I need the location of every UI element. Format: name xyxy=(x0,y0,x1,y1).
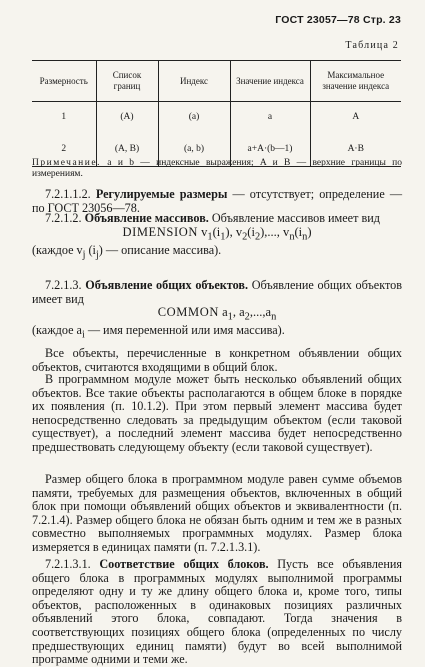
table-cell: 1 xyxy=(61,112,67,122)
table-cell: (A, B) xyxy=(96,132,158,167)
table-cell: 2 xyxy=(61,144,67,154)
table-label: Таблица 2 xyxy=(345,40,399,51)
table-cell: (A) xyxy=(96,102,158,133)
dimension-note: (каждое $v_j$ $(i_j)$ — описание массива). xyxy=(32,242,222,261)
table-cell: a+A·(b—1) xyxy=(230,132,310,167)
table-cell: A·B xyxy=(310,132,401,167)
column-header: Размерность xyxy=(39,75,88,86)
section-number: 7.2.1.3. xyxy=(45,278,82,292)
section-array-declaration xyxy=(32,212,402,262)
column-header: Максимальное значение индекса xyxy=(310,61,401,102)
section-title: Соответствие общих блоков. xyxy=(99,557,269,571)
table-cell: (a, b) xyxy=(158,132,230,167)
common-formula: COMMON $a_1$, $a_2,...,a_n$ xyxy=(157,305,277,323)
table-header-row xyxy=(32,61,401,102)
table-row xyxy=(32,102,401,133)
section-number: 7.2.1.1.2. xyxy=(45,187,91,201)
paragraph-program-module: В программном модуле может быть несколько объявлений общих объектов. Все такие объекты располагаются в общем блоке в порядке их появления (п. 10.1.2). При этом первый элемент массива будет непосредственно следовать за предыдущим объектом (если таковой существует), а последний элемент массива будет непосредственно предшествовать следующему объекту (если таковой существует). xyxy=(32,372,402,454)
section-text: Объявление общих объектов имеет вид xyxy=(32,278,402,306)
dimension-formula: DIMENSION $v_1(i_1)$, $v_2(i_2)$,..., $v_n(i_n)$ xyxy=(122,224,312,243)
paragraph-all-objects: Все объекты, перечисленные в конкретном объявлении общих объектов, считаются входящими в общий блок. xyxy=(32,346,402,374)
page-header: ГОСТ 23057—78 Стр. 23 xyxy=(275,14,401,26)
section-common-declaration xyxy=(32,279,402,342)
section-title: Объявление общих объектов. xyxy=(85,278,248,292)
common-note: (каждое $a_i$ — имя переменной или имя массива). xyxy=(32,323,285,341)
table-cell: a xyxy=(230,102,310,133)
paragraph-block-size: Размер общего блока в программном модуле равен сумме объемов памяти, требуемых для размещения объектов, включенных в общий блок при помощи объявлений общих объектов и эквивалентности (п. 7.2.1.4). Размер общего блока не обязан быть одним и тем же в разных совместно выполняемых программных модулях. Размер блока измеряется в единицах памяти (п. 7.2.1.3.1). xyxy=(32,472,402,554)
note-text: a и b — индексные выражения; A и B — верхние границы по измерениям. xyxy=(32,158,402,179)
column-header: Список границ xyxy=(96,61,158,102)
section-title: Объявление массивов. xyxy=(84,211,209,225)
index-table xyxy=(32,60,401,167)
column-header: Индекс xyxy=(158,61,230,102)
column-header: Значение индекса xyxy=(230,61,310,102)
section-common-block-correspondence xyxy=(32,558,402,667)
section-text: Объявление массивов имеет вид xyxy=(208,211,380,225)
section-text: Пусть все объявления общего блока в программных модулях выполнимой программы определяют одну и ту же длину общего блока и, кроме того, типы объектов, расположенных в одинаковых позициях различных объявлений этого блока, совпадают. Тогда значения в соответствующих позициях общего блока (определенных по числу предшествующих единиц памяти) будут во всей выполнимой программе одними и теми же. xyxy=(32,557,402,667)
note-label: Примечание. xyxy=(32,158,101,168)
section-number: 7.2.1.3.1. xyxy=(45,557,91,571)
table-note xyxy=(32,158,402,180)
section-title: Регулируемые размеры xyxy=(95,187,228,201)
table-cell: (a) xyxy=(158,102,230,133)
section-text: — отсутствует; определение — по ГОСТ 23056—78. xyxy=(32,187,403,215)
section-number: 7.2.1.2. xyxy=(45,211,82,225)
table-cell: A xyxy=(310,102,401,133)
